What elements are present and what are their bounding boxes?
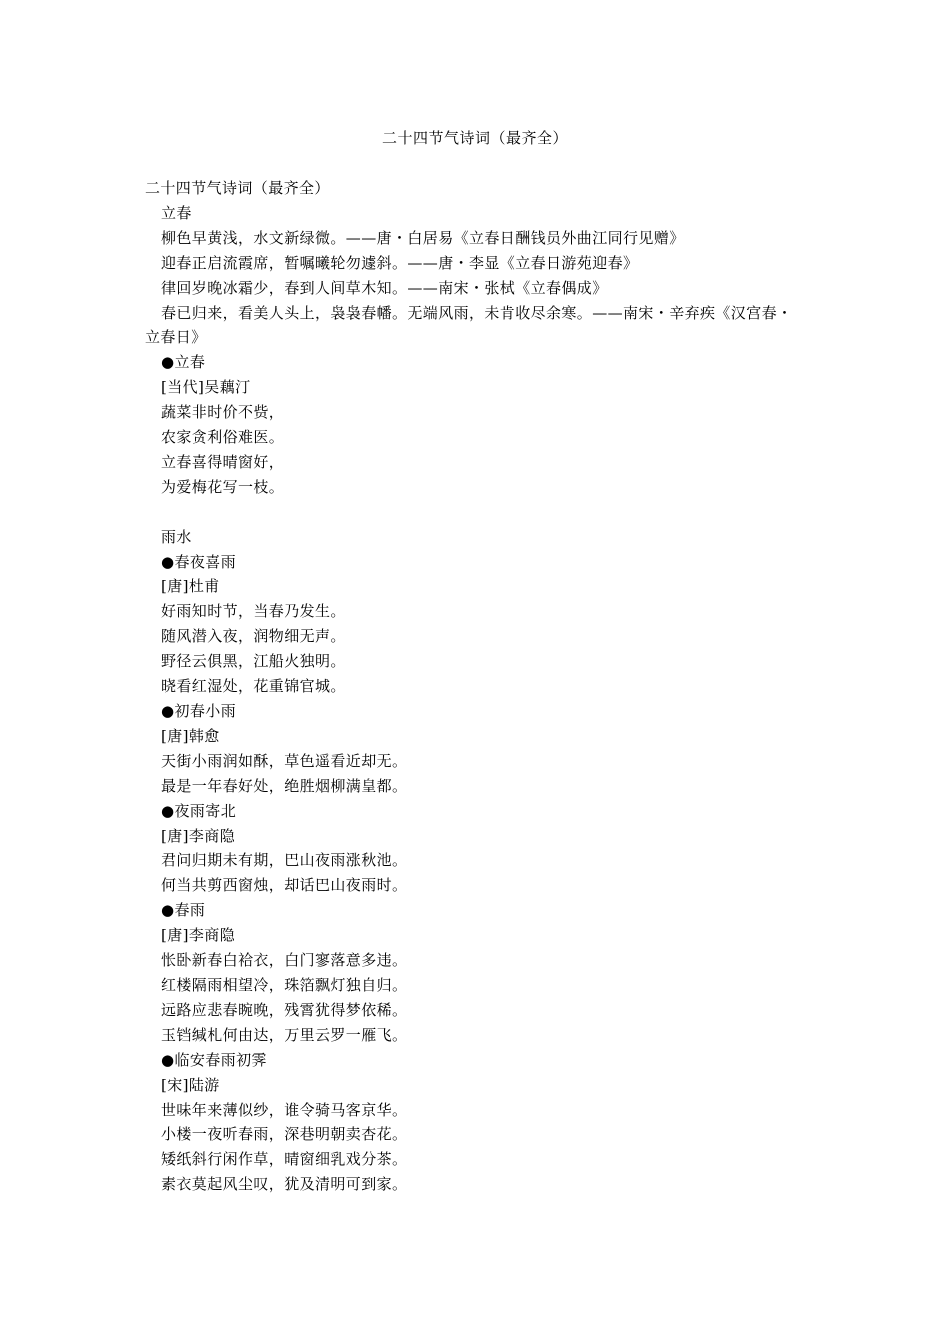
verse-line: 矮纸斜行闲作草，晴窗细乳戏分茶。 [161,1150,408,1169]
poem-title: ●春夜喜雨 [161,552,237,571]
poem-author: [唐]李商隐 [161,926,236,945]
body-heading: 二十四节气诗词（最齐全） [145,179,330,197]
blank-line [145,500,795,525]
verse-line-wrapped: 春已归来，看美人头上，袅袅春幡。无端风雨，未肯收尽余寒。——南宋・辛弃疾《汉宫春・立春日》 [145,303,793,347]
poem-title: ●临安春雨初霁 [161,1050,267,1069]
verse-line: 远路应悲春晼晚，残霄犹得梦依稀。 [161,1000,408,1019]
poem-author: [当代]吴藕汀 [161,378,251,397]
verse-line: 好雨知时节，当春乃发生。 [161,602,346,621]
verse-line: 红楼隔雨相望冷，珠箔飘灯独自归。 [161,975,408,994]
verse-line: 晓看红湿处，花重锦官城。 [161,677,346,696]
verse-line: 野径云俱黑，江船火独明。 [161,652,346,671]
verse-line: 迎春正启流霞席，暂嘱曦轮勿遽斜。——唐・李显《立春日游苑迎春》 [161,253,639,272]
verse-line: 玉铛缄札何由达，万里云罗一雁飞。 [161,1025,408,1044]
poem-title: ●初春小雨 [161,702,237,721]
verse-line: 随风潜入夜，润物细无声。 [161,627,346,646]
poem-author: [宋]陆游 [161,1075,220,1094]
poem-title: ●夜雨寄北 [161,801,237,820]
verse-line: 君问归期未有期，巴山夜雨涨秋池。 [161,851,408,870]
verse-line: 为爱梅花写一枝。 [161,477,285,496]
verse-line: 天街小雨润如酥，草色遥看近却无。 [161,751,408,770]
verse-line: 怅卧新春白袷衣，白门寥落意多违。 [161,951,408,970]
verse-line: 何当共剪西窗烛，却话巴山夜雨时。 [161,876,408,895]
verse-line: 世味年来薄似纱，谁令骑马客京华。 [161,1100,408,1119]
poem-title: ●春雨 [161,901,206,920]
poem-title: ●立春 [161,353,206,372]
verse-line: 柳色早黄浅，水文新绿微。——唐・白居易《立春日酬钱员外曲江同行见赠》 [161,228,685,247]
document-body [145,176,795,1197]
document-title: 二十四节气诗词（最齐全） [381,129,568,147]
poem-author: [唐]李商隐 [161,826,236,845]
verse-line: 农家贪利俗难医。 [161,428,285,447]
poem-author: [唐]韩愈 [161,726,220,745]
verse-line: 小楼一夜听春雨，深巷明朝卖杏花。 [161,1125,408,1144]
verse-line: 蔬菜非时价不赀， [161,403,285,422]
verse-line: 素衣莫起风尘叹，犹及清明可到家。 [161,1175,408,1194]
section-heading-lichun: 立春 [161,203,192,222]
verse-line: 立春喜得晴窗好， [161,452,285,471]
section-heading-yushui: 雨水 [161,527,192,546]
poem-author: [唐]杜甫 [161,577,220,596]
verse-line: 最是一年春好处，绝胜烟柳满皇都。 [161,776,408,795]
verse-line: 律回岁晚冰霜少，春到人间草木知。——南宋・张栻《立春偶成》 [161,278,608,297]
